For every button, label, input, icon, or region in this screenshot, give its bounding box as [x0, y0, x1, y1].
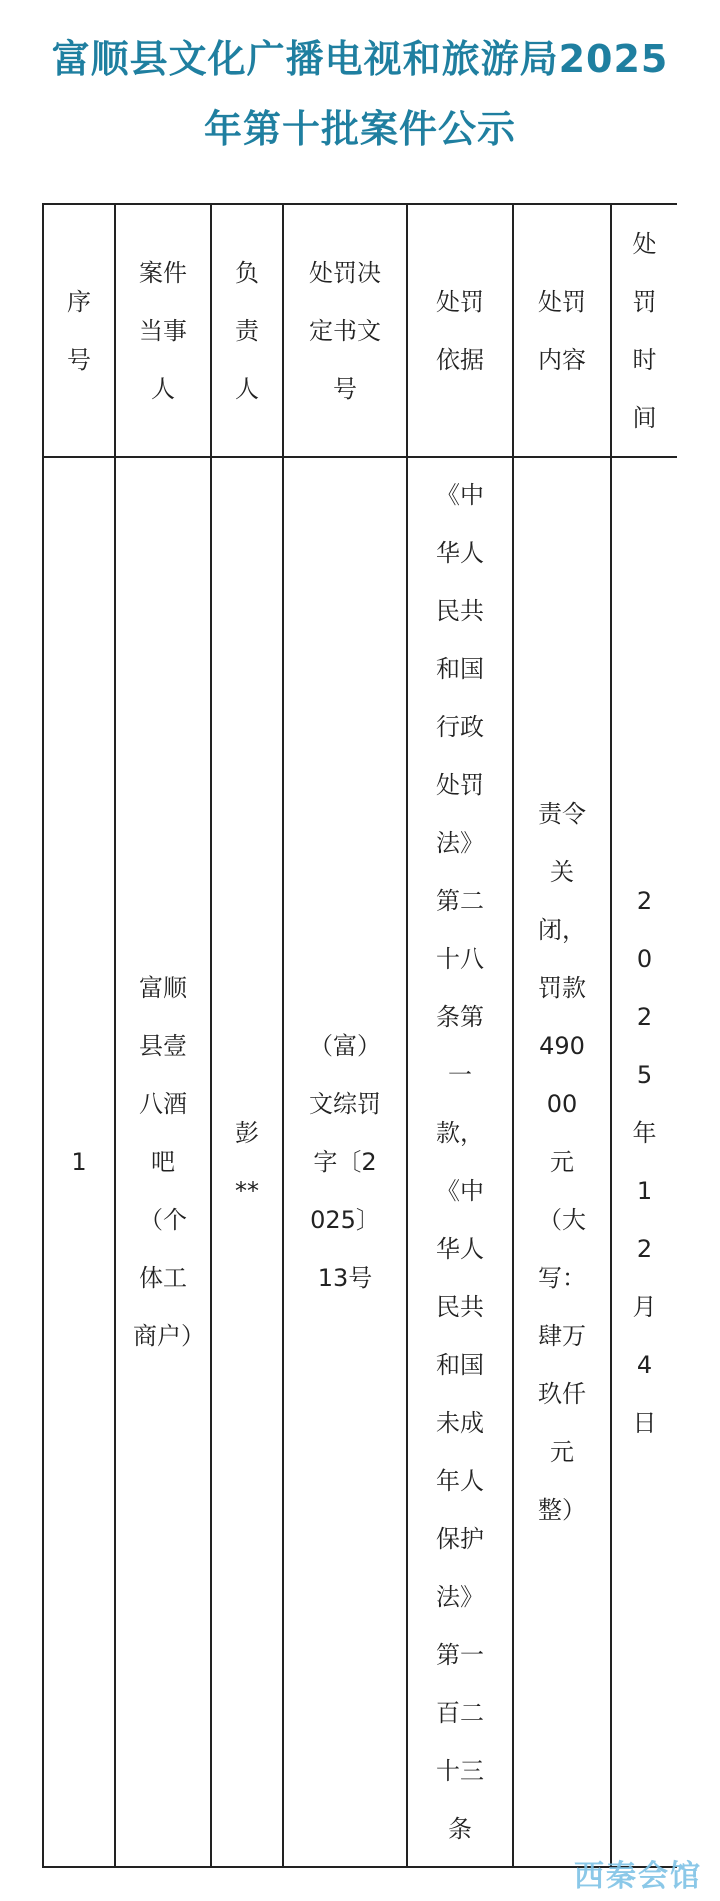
header-cell-content: 处罚内容 — [513, 204, 611, 457]
cell-doc-no: （富）文综罚字〔2025〕13号 — [283, 457, 407, 1867]
table-header-row — [43, 204, 677, 457]
table-row — [43, 457, 677, 1867]
case-table — [42, 203, 677, 1868]
header-cell-doc-no: 处罚决定书文号 — [283, 204, 407, 457]
header-cell-basis: 处罚依据 — [407, 204, 513, 457]
cell-time: 2025年12月4日 — [611, 457, 677, 1867]
page-title — [40, 24, 680, 164]
header-cell-time: 处罚时间 — [611, 204, 677, 457]
header-cell-index: 序号 — [43, 204, 115, 457]
watermark-logo: 西秦会馆 — [574, 1859, 702, 1894]
cell-party: 富顺县壹八酒吧（个体工商户） — [115, 457, 211, 1867]
cell-index: 1 — [43, 457, 115, 1867]
cell-person: 彭** — [211, 457, 283, 1867]
page-title-line-2: 年第十批案件公示 — [203, 107, 516, 151]
header-cell-party: 案件当事人 — [115, 204, 211, 457]
page-title-line-1: 富顺县文化广播电视和旅游局2025 — [51, 37, 669, 81]
header-cell-person: 负责人 — [211, 204, 283, 457]
cell-basis: 《中华人民共和国行政处罚法》第二十八条第一款，《中华人民共和国未成年人保护法》第一百二十三条 — [407, 457, 513, 1867]
cell-content: 责令关闭，罚款49000元（大写：肆万玖仟元整） — [513, 457, 611, 1867]
